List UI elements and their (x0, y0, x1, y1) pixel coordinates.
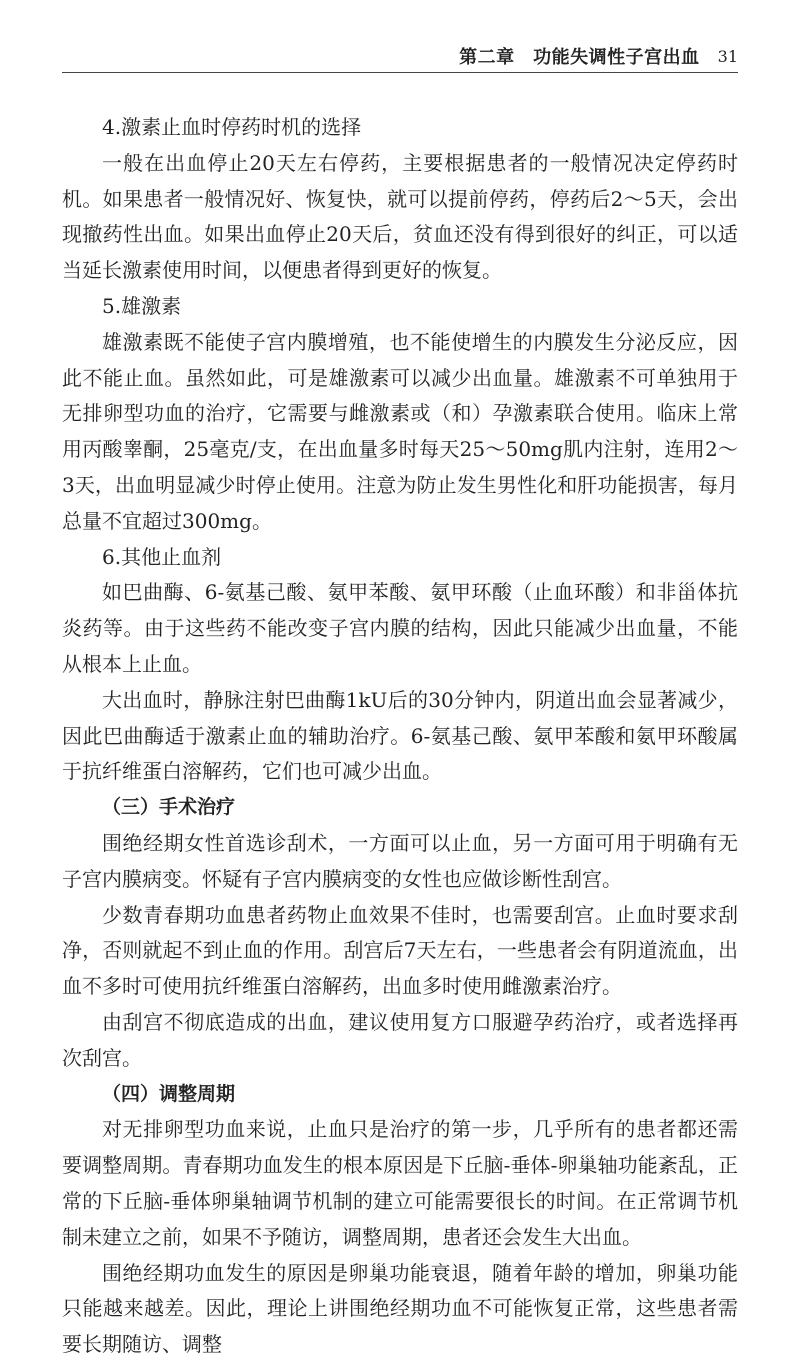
body-text (62, 110, 738, 1363)
section-heading: （四）调整周期 (102, 1082, 236, 1105)
paragraph: 由刮宫不彻底造成的出血，建议使用复方口服避孕药治疗，或者选择再次刮宫。 (62, 1009, 738, 1070)
paragraph: 如巴曲酶、6-氨基己酸、氨甲苯酸、氨甲环酸（止血环酸）和非甾体抗炎药等。由于这些药不能改变子宫内膜的结构，因此只能减少出血量，不能从根本上止血。 (62, 580, 738, 676)
subheading: 6.其他止血剂 (102, 544, 222, 569)
section-heading: （三）手术治疗 (102, 796, 236, 819)
header-rule (62, 72, 738, 73)
running-header (62, 42, 738, 70)
paragraph: 少数青春期功血患者药物止血效果不佳时，也需要刮宫。止血时要求刮净，否则就起不到止血的作用。刮宫后7天左右，一些患者会有阴道流血，出血不多时可使用抗纤维蛋白溶解药，出血多时使用雌激素治疗。 (62, 902, 738, 999)
paragraph: 围绝经期功血发生的原因是卵巢功能衰退，随着年龄的增加，卵巢功能只能越来越差。因此，理论上讲围绝经期功血不可能恢复正常，这些患者需要长期随访、调整 (62, 1260, 738, 1357)
chapter-title: 第二章 功能失调性子宫出血 (459, 47, 700, 68)
subheading: 5.雄激素 (102, 293, 182, 318)
page-number: 31 (717, 46, 738, 66)
paragraph: 对无排卵型功血来说，止血只是治疗的第一步，几乎所有的患者都还需要调整周期。青春期功血发生的根本原因是下丘脑-垂体-卵巢轴功能紊乱，正常的下丘脑-垂体卵巢轴调节机制的建立可能需要很长的时间。在正常调节机制未建立之前，如果不予随访，调整周期，患者还会发生大出血。 (62, 1117, 738, 1249)
subheading: 4.激素止血时停药时机的选择 (102, 115, 362, 139)
paragraph: 围绝经期女性首选诊刮术，一方面可以止血，另一方面可用于明确有无子宫内膜病变。怀疑有子宫内膜病变的女性也应做诊断性刮宫。 (62, 830, 738, 891)
paragraph: 大出血时，静脉注射巴曲酶1kU后的30分钟内，阴道出血会显著减少，因此巴曲酶适于激素止血的辅助治疗。6-氨基己酸、氨甲苯酸和氨甲环酸属于抗纤维蛋白溶解药，它们也可减少出血。 (62, 687, 738, 784)
paragraph: 一般在出血停止20天左右停药，主要根据患者的一般情况决定停药时机。如果患者一般情况好、恢复快，就可以提前停药，停药后2～5天，会出现撤药性出血。如果出血停止20天后，贫血还没有得到很好的纠正，可以适当延长激素使用时间，以便患者得到更好的恢复。 (62, 150, 738, 283)
paragraph: 雄激素既不能使子宫内膜增殖，也不能使增生的内膜发生分泌反应，因此不能止血。虽然如此，可是雄激素可以减少出血量。雄激素不可单独用于无排卵型功血的治疗，它需要与雌激素或（和）孕激素联合使用。临床上常用丙酸睾酮，25毫克/支，在出血量多时每天25～50mg肌内注射，连用2～3天，出血明显减少时停止使用。注意为防止发生男性化和肝功能损害，每月总量不宜超过300mg。 (62, 329, 738, 533)
